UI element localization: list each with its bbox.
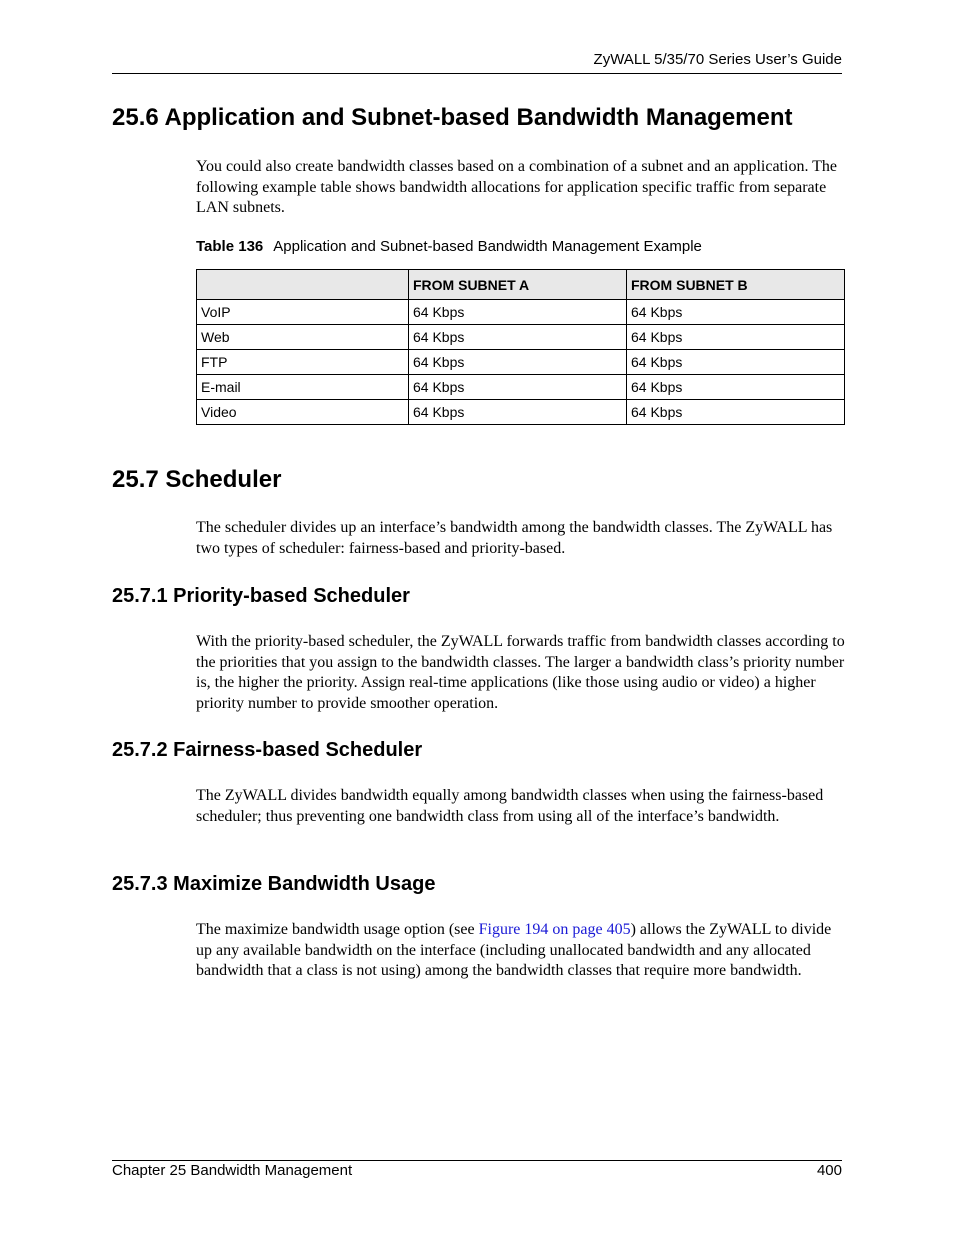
table-cell: Web xyxy=(197,325,409,350)
table-row xyxy=(197,300,845,325)
figure-194-link[interactable]: Figure 194 on page 405 xyxy=(478,921,631,938)
table-cell: 64 Kbps xyxy=(627,325,845,350)
header-rule xyxy=(112,73,842,74)
table-label: Table 136 xyxy=(196,238,264,255)
table-row xyxy=(197,350,845,375)
table-caption xyxy=(196,238,702,255)
bandwidth-table xyxy=(196,269,845,425)
section-25-7-2-heading: 25.7.2 Fairness-based Scheduler xyxy=(112,739,423,761)
page-number: 400 xyxy=(816,1162,842,1179)
section-25-7-heading: 25.7 Scheduler xyxy=(112,466,282,493)
table-cell: Video xyxy=(197,400,409,425)
footer-rule xyxy=(112,1160,842,1161)
table-caption-text: Application and Subnet-based Bandwidth Management Example xyxy=(273,238,702,255)
table-header-row xyxy=(197,270,845,300)
table-header-cell: FROM SUBNET B xyxy=(627,270,845,300)
section-25-7-3-paragraph xyxy=(196,920,846,982)
table-cell: 64 Kbps xyxy=(409,300,627,325)
section-25-7-paragraph: The scheduler divides up an interface’s bandwidth among the bandwidth classes. The ZyWALL has two types of scheduler: fairness-based and priority-based. xyxy=(196,519,833,557)
section-25-6-heading: 25.6 Application and Subnet-based Bandwidth Management xyxy=(112,104,793,131)
paragraph-text: The maximize bandwidth usage option (see xyxy=(196,921,479,938)
running-header-title: ZyWALL 5/35/70 Series User’s Guide xyxy=(593,51,842,68)
section-25-7-2-paragraph: The ZyWALL divides bandwidth equally among bandwidth classes when using the fairness-based scheduler; thus preventing one bandwidth class from using all of the interface’s bandwidth. xyxy=(196,787,824,825)
table-cell: 64 Kbps xyxy=(627,400,845,425)
table-header-cell xyxy=(197,270,409,300)
table-cell: 64 Kbps xyxy=(627,350,845,375)
section-25-7-3-heading: 25.7.3 Maximize Bandwidth Usage xyxy=(112,873,436,895)
section-25-6-paragraph: You could also create bandwidth classes based on a combination of a subnet and an application. The following example table shows bandwidth allocations for application specific traffic from separate LAN subnets. xyxy=(196,158,838,216)
table-header-cell: FROM SUBNET A xyxy=(409,270,627,300)
table-cell: 64 Kbps xyxy=(409,400,627,425)
table-cell: 64 Kbps xyxy=(409,350,627,375)
table-cell: FTP xyxy=(197,350,409,375)
table-row xyxy=(197,400,845,425)
section-25-7-1-heading: 25.7.1 Priority-based Scheduler xyxy=(112,585,410,607)
footer-chapter: Chapter 25 Bandwidth Management xyxy=(112,1162,353,1179)
section-25-7-1-paragraph: With the priority-based scheduler, the ZyWALL forwards traffic from bandwidth classes according to the priorities that you assign to the bandwidth classes. The larger a bandwidth class’s priority number is, the higher the priority. Assign real-time applications (like those using audio or video) a higher priority number to provide smoother operation. xyxy=(196,633,845,712)
table-cell: 64 Kbps xyxy=(627,375,845,400)
paragraph-text: ) allows the ZyWALL to divide up any available bandwidth on the interface (including unallocated bandwidth and any allocated bandwidth that a class is not using) among the bandwidth classes that require more bandwidth. xyxy=(196,921,832,979)
table-row xyxy=(197,325,845,350)
table-cell: E-mail xyxy=(197,375,409,400)
table-cell: 64 Kbps xyxy=(409,375,627,400)
table-row xyxy=(197,375,845,400)
table-cell: 64 Kbps xyxy=(627,300,845,325)
table-cell: VoIP xyxy=(197,300,409,325)
table-cell: 64 Kbps xyxy=(409,325,627,350)
